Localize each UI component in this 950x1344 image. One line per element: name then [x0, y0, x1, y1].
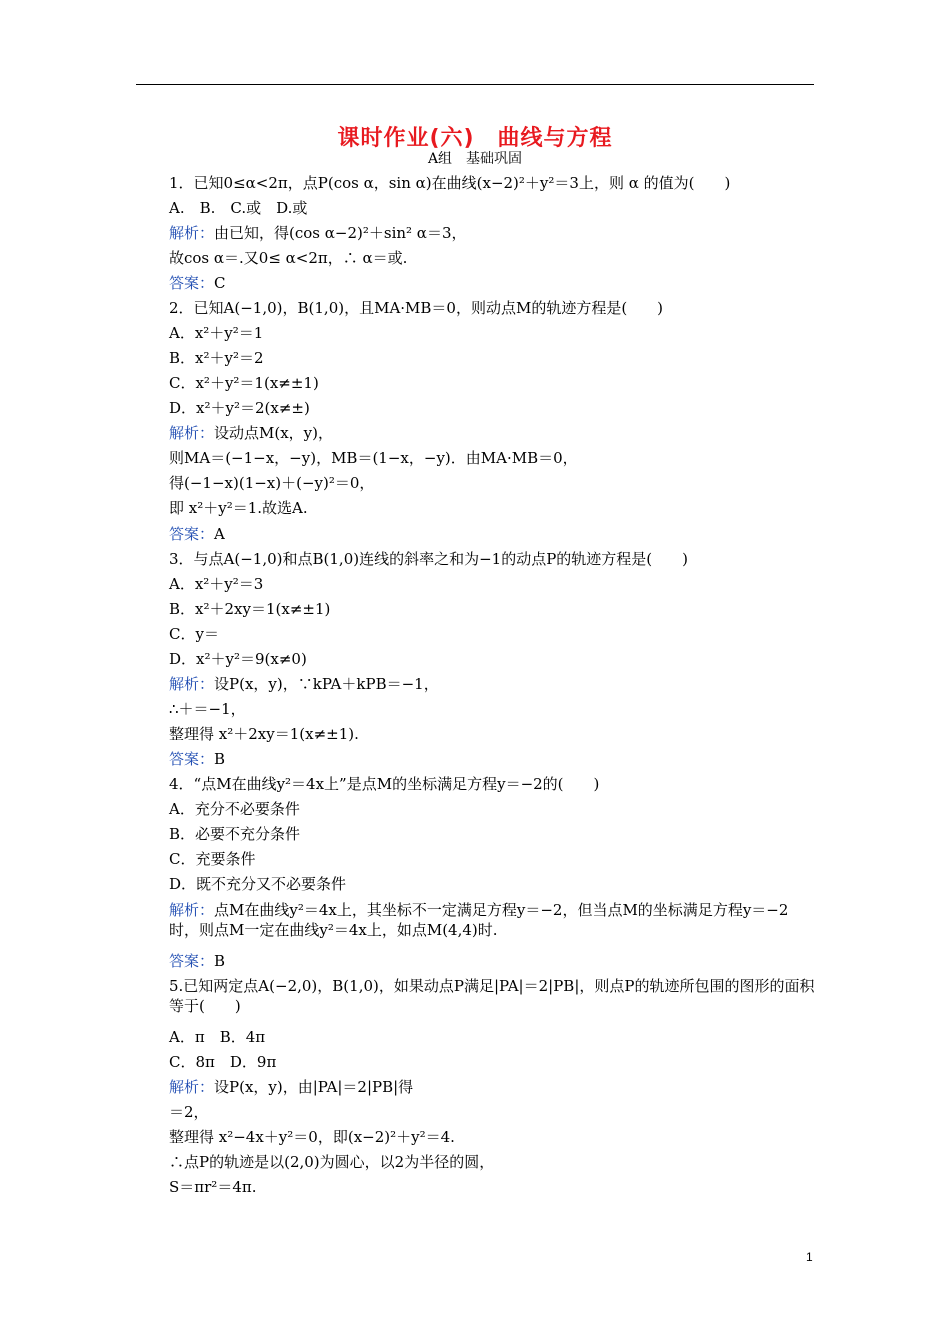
text-line — [169, 799, 300, 819]
text-line — [169, 398, 310, 418]
text-line — [169, 1127, 455, 1147]
analysis-line — [169, 1077, 413, 1097]
line-text: C．y＝ — [169, 625, 219, 643]
text-line — [169, 298, 663, 318]
line-text: 整理得 x²＋2xy＝1(x≠±1). — [169, 725, 359, 743]
line-text: A．π B．4π — [169, 1028, 266, 1046]
analysis-label: 解析： — [169, 424, 215, 442]
line-text: ＝2， — [169, 1103, 209, 1121]
answer-label: 答案： — [169, 952, 215, 970]
line-text: 点M在曲线y²＝4x上，其坐标不一定满足方程y＝−2，但当点M的坐标满足方程y＝−2时，则点M一定在曲线y²＝4x上，如点M(4,4)时. — [169, 901, 789, 939]
line-text: C．充要条件 — [169, 850, 256, 868]
line-text: B．必要不充分条件 — [169, 825, 301, 843]
line-text: 设P(x，y)，∵kPA＋kPB＝−1， — [214, 675, 439, 693]
page-number: 1 — [806, 1250, 813, 1264]
line-text: A — [214, 525, 225, 543]
line-text: 5.已知两定点A(−2,0)，B(1,0)，如果动点P满足|PA|＝2|PB|，则点P的轨迹所包围的图形的面积等于( ) — [169, 977, 815, 1015]
text-line — [169, 498, 308, 518]
line-text: D．x²＋y²＝2(x≠±) — [169, 399, 310, 417]
analysis-line — [169, 900, 815, 940]
line-text: 设动点M(x，y)， — [214, 424, 334, 442]
text-line — [169, 1052, 276, 1072]
line-text: D．x²＋y²＝9(x≠0) — [169, 650, 307, 668]
text-line — [169, 1152, 494, 1172]
line-text: ∴点P的轨迹是以(2,0)为圆心，以2为半径的圆， — [169, 1153, 495, 1171]
text-line — [169, 574, 263, 594]
line-text: 设P(x，y)，由|PA|＝2|PB|得 — [214, 1078, 414, 1096]
answer-label: 答案： — [169, 750, 215, 768]
answer-line — [169, 951, 225, 971]
analysis-line — [169, 223, 466, 243]
line-text: 整理得 x²−4x＋y²＝0，即(x−2)²＋y²＝4. — [169, 1128, 455, 1146]
analysis-line — [169, 674, 439, 694]
answer-label: 答案： — [169, 274, 215, 292]
line-text: 故cos α＝.又0≤ α<2π，∴ α＝或. — [169, 249, 408, 267]
analysis-label: 解析： — [169, 1078, 215, 1096]
analysis-label: 解析： — [169, 901, 215, 919]
text-line — [169, 849, 255, 869]
line-text: ∴＋＝−1， — [169, 700, 246, 718]
line-text: B — [214, 750, 226, 768]
text-line — [169, 624, 219, 644]
line-text: C．8π D．9π — [169, 1053, 277, 1071]
text-line — [169, 599, 330, 619]
line-text: 2．已知A(−1,0)，B(1,0)，且MA·MB＝0，则动点M的轨迹方程是( ) — [169, 299, 664, 317]
analysis-label: 解析： — [169, 224, 215, 242]
text-line — [169, 649, 307, 669]
text-line — [169, 248, 407, 268]
line-text: B．x²＋y²＝2 — [169, 349, 264, 367]
text-line — [169, 724, 359, 744]
text-line — [169, 473, 374, 493]
line-text: D．既不充分又不必要条件 — [169, 875, 347, 893]
answer-label: 答案： — [169, 525, 215, 543]
line-text: B．x²＋2xy＝1(x≠±1) — [169, 600, 331, 618]
text-line — [169, 1027, 265, 1047]
line-text: C — [214, 274, 226, 292]
line-text: A．x²＋y²＝1 — [169, 324, 264, 342]
answer-line — [169, 273, 226, 293]
text-line — [169, 774, 599, 794]
text-line — [169, 198, 307, 218]
text-line — [169, 549, 688, 569]
analysis-label: 解析： — [169, 675, 215, 693]
analysis-line — [169, 423, 333, 443]
text-line — [169, 874, 346, 894]
page-title: 课时作业(六) 曲线与方程 — [337, 126, 613, 151]
answer-line — [169, 749, 225, 769]
section-subtitle: A组 基础巩固 — [427, 151, 523, 167]
line-text: 4．“点M在曲线y²＝4x上”是点M的坐标满足方程y＝−2的( ) — [169, 775, 600, 793]
line-text: 由已知，得(cos α−2)²＋sin² α＝3， — [214, 224, 467, 242]
line-text: S＝πr²＝4π. — [169, 1178, 257, 1196]
line-text: 即 x²＋y²＝1.故选A. — [169, 499, 308, 517]
line-text: 3．与点A(−1,0)和点B(1,0)连线的斜率之和为−1的动点P的轨迹方程是( ) — [169, 550, 688, 568]
header-rule — [136, 84, 814, 85]
line-text: C．x²＋y²＝1(x≠±1) — [169, 374, 319, 392]
answer-line — [169, 524, 225, 544]
line-text: A．充分不必要条件 — [169, 800, 300, 818]
text-line — [169, 373, 319, 393]
text-line — [169, 976, 815, 1016]
line-text: 得(−1−x)(1−x)＋(−y)²＝0， — [169, 474, 375, 492]
text-line — [169, 448, 578, 468]
text-line — [169, 348, 264, 368]
text-line — [169, 323, 263, 343]
line-text: A. B. C.或 D.或 — [169, 199, 308, 217]
line-text: B — [214, 952, 226, 970]
text-line — [169, 1177, 257, 1197]
text-line — [169, 1102, 209, 1122]
text-line — [169, 699, 246, 719]
line-text: 1．已知0≤α<2π，点P(cos α，sin α)在曲线(x−2)²＋y²＝3上，则 α 的值为( ) — [169, 174, 731, 192]
text-line — [169, 824, 300, 844]
line-text: 则MA＝(−1−x，−y)，MB＝(1−x，−y)．由MA·MB＝0， — [169, 449, 578, 467]
text-line — [169, 173, 730, 193]
line-text: A．x²＋y²＝3 — [169, 575, 264, 593]
